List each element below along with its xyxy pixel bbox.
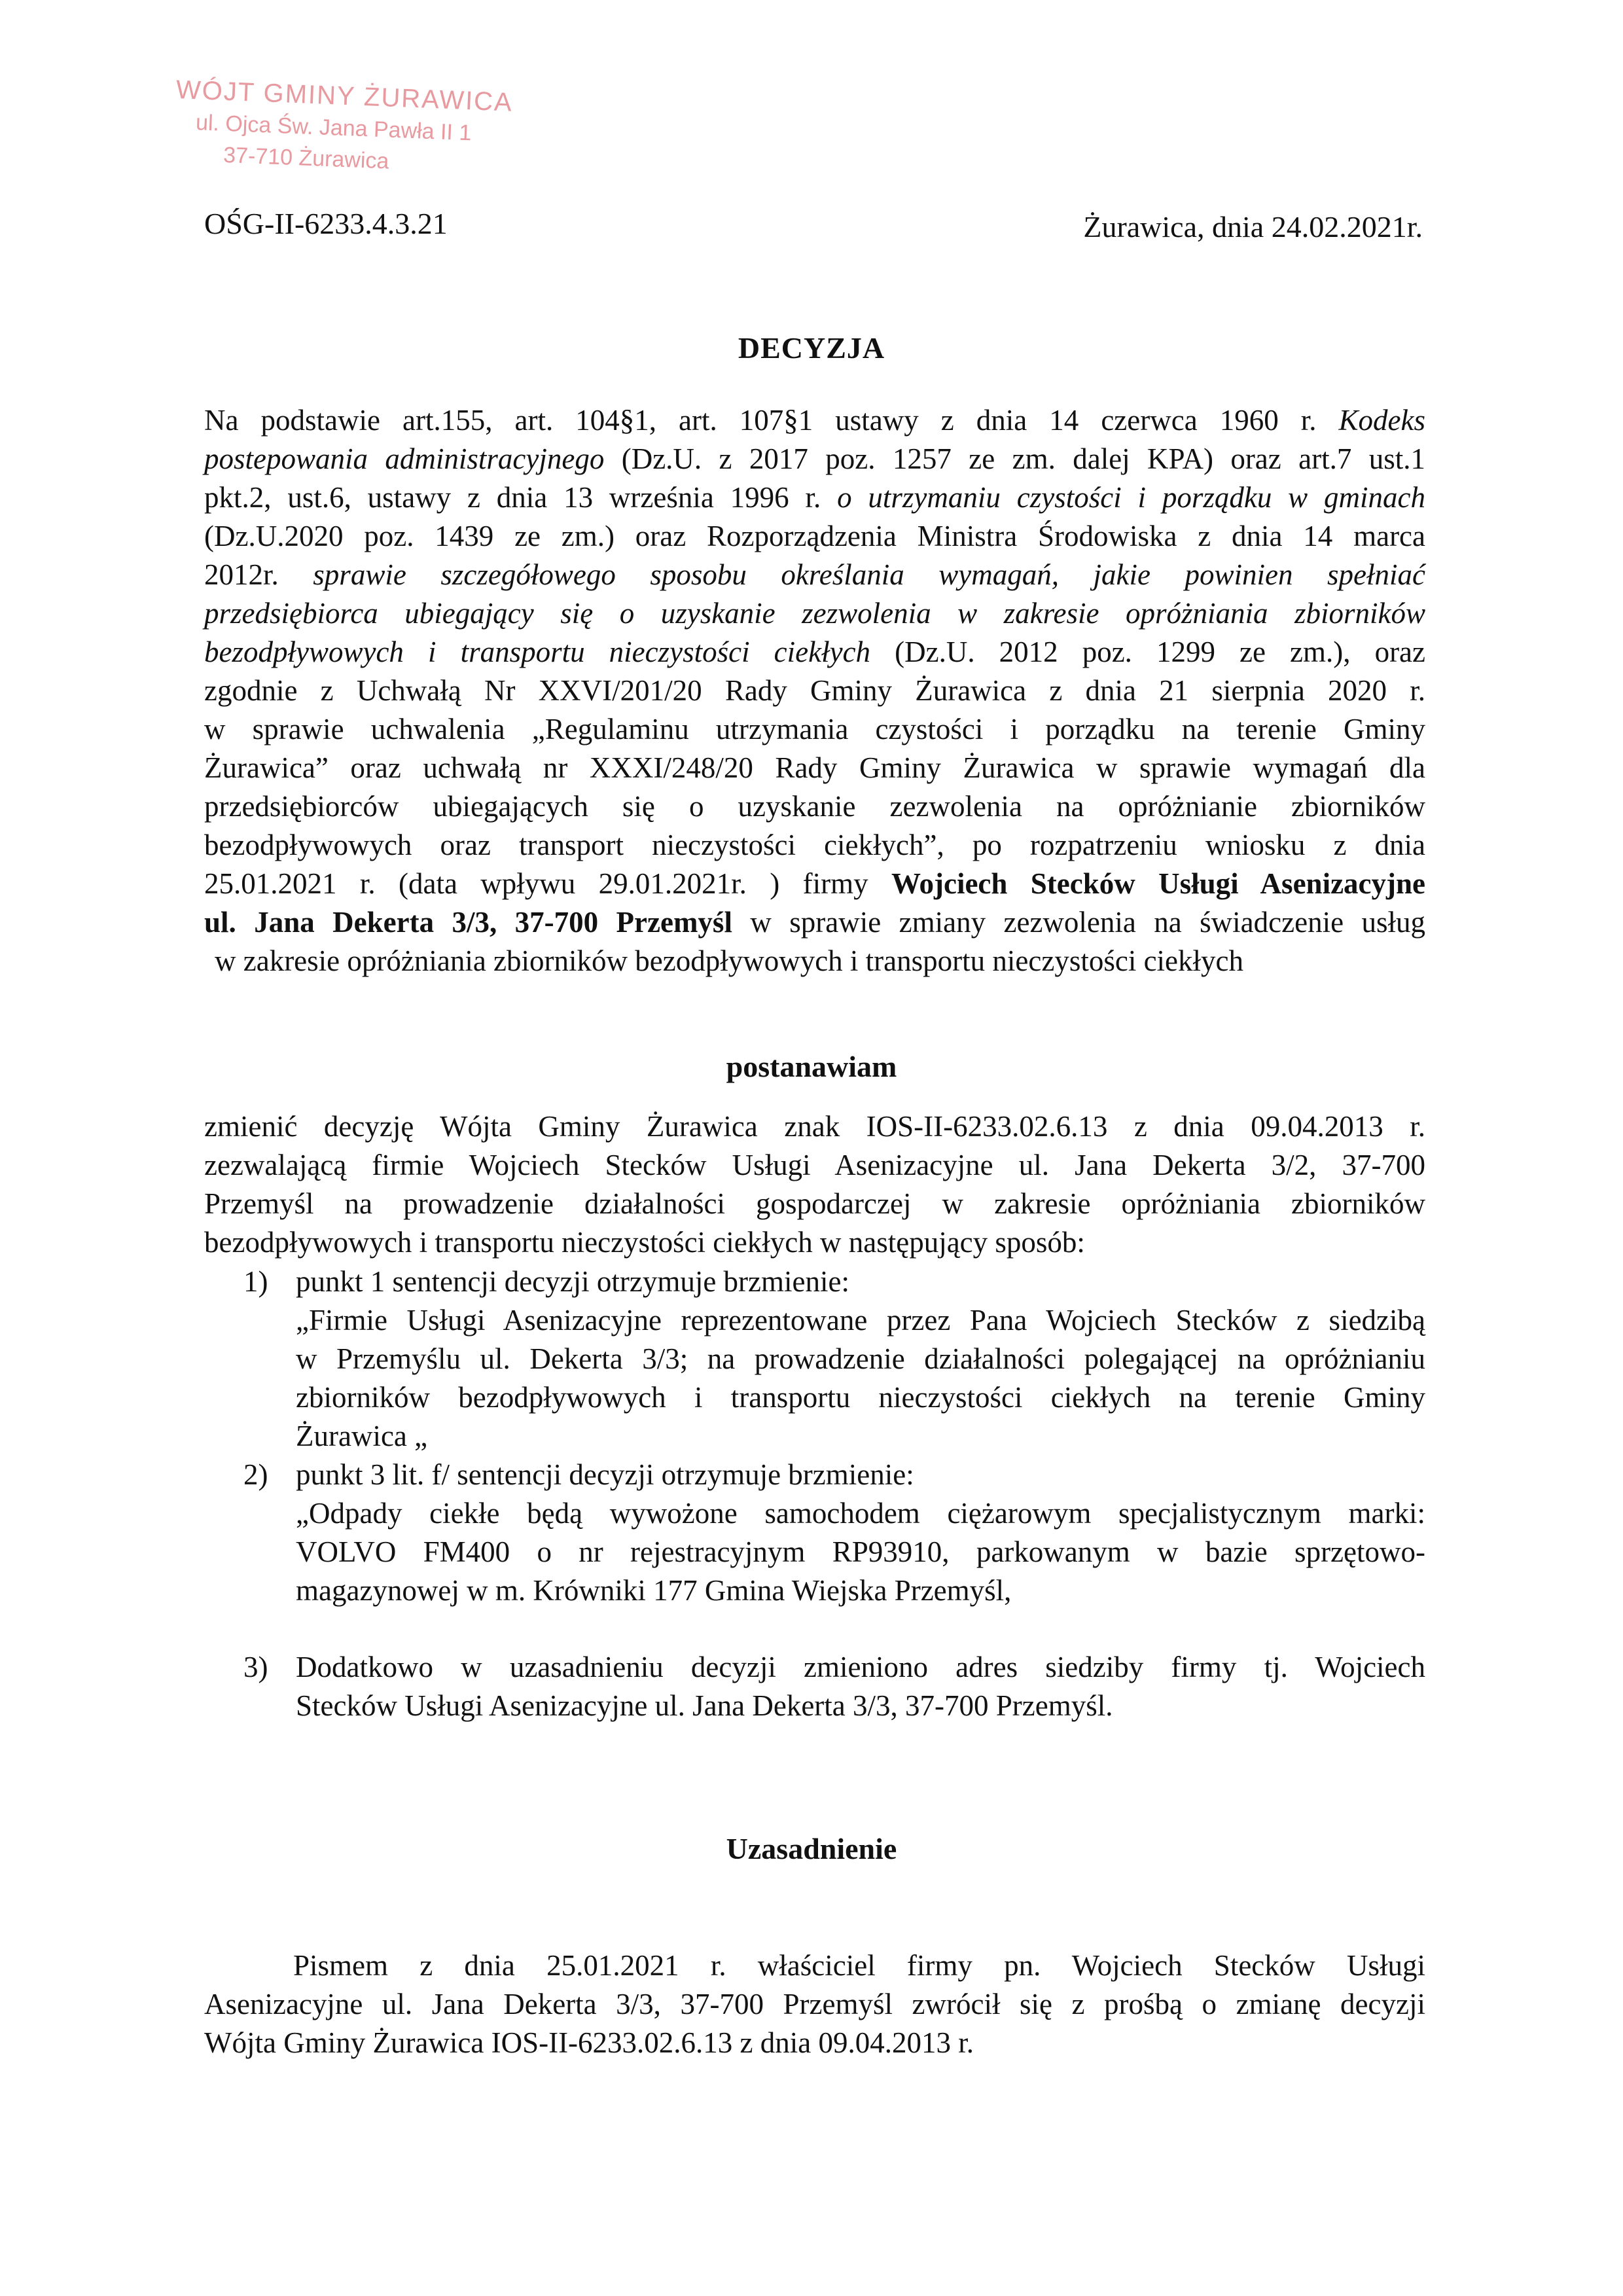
document-reference: OŚG-II-6233.4.3.21 <box>204 207 448 240</box>
justification-title: Uzasadnienie <box>726 1832 897 1865</box>
list-item-line: „Firmie Usługi Asenizacyjne reprezentowane przez Pana Wojciech Stecków z siedzibą <box>296 1304 1425 1336</box>
paragraph-line: Pismem z dnia 25.01.2021 r. właściciel firmy pn. Wojciech Stecków Usługi <box>293 1949 1425 1982</box>
paragraph-line: Wójta Gminy Żurawica IOS-II-6233.02.6.13 z dnia 09.04.2013 r. <box>204 2026 974 2059</box>
paragraph-line: w sprawie uchwalenia „Regulaminu utrzymania czystości i porządku na terenie Gminy <box>204 713 1425 745</box>
paragraph-line: zgodnie z Uchwałą Nr XXVI/201/20 Rady Gminy Żurawica z dnia 21 sierpnia 2020 r. <box>204 674 1425 707</box>
paragraph-line: przedsiębiorców ubiegających się o uzyskanie zezwolenia na opróżnianie zbiorników <box>204 790 1425 823</box>
decision-title: DECYZJA <box>738 331 885 365</box>
paragraph-line: bezodpływowych oraz transport nieczystości ciekłych”, po rozpatrzeniu wniosku z dnia <box>204 829 1425 861</box>
paragraph-line: (Dz.U.2020 poz. 1439 ze zm.) oraz Rozporządzenia Ministra Środowiska z dnia 14 marca <box>204 520 1425 552</box>
paragraph-line: 2012r. sprawie szczegółowego sposobu określania wymagań, jakie powinien spełniać <box>204 558 1425 591</box>
paragraph-line: Na podstawie art.155, art. 104§1, art. 107§1 ustawy z dnia 14 czerwca 1960 r. Kodeks <box>204 404 1425 437</box>
paragraph-line: zezwalającą firmie Wojciech Stecków Usługi Asenizacyjne ul. Jana Dekerta 3/2, 37-700 <box>204 1149 1425 1181</box>
list-item-line: VOLVO FM400 o nr rejestracyjnym RP93910, parkowanym w bazie sprzętowo- <box>296 1535 1425 1568</box>
justification-paragraph <box>204 1946 1425 2062</box>
list-item-line: magazynowej w m. Krówniki 177 Gmina Wiejska Przemyśl, <box>296 1574 1012 1607</box>
paragraph-line: postepowania administracyjnego (Dz.U. z 2017 poz. 1257 ze zm. dalej KPA) oraz art.7 ust.1 <box>204 442 1425 475</box>
office-stamp <box>173 73 516 182</box>
paragraph-line: bezodpływowych i transportu nieczystości ciekłych w następujący sposób: <box>204 1226 1085 1259</box>
paragraph-line: 25.01.2021 r. (data wpływu 29.01.2021r. ) firmy Wojciech Stecków Usługi Asenizacyjne <box>204 867 1426 900</box>
list-item-line: punkt 1 sentencji decyzji otrzymuje brzmienie: <box>296 1265 849 1298</box>
list-item-number: 2) <box>243 1458 268 1491</box>
paragraph-line: ul. Jana Dekerta 3/3, 37-700 Przemyśl w sprawie zmiany zezwolenia na świadczenie usług <box>204 906 1425 939</box>
list-item-line: „Odpady ciekłe będą wywożone samochodem ciężarowym specjalistycznym marki: <box>296 1497 1425 1530</box>
paragraph-line: zmienić decyzję Wójta Gminy Żurawica znak IOS-II-6233.02.6.13 z dnia 09.04.2013 r. <box>204 1110 1425 1143</box>
list-item-number: 3) <box>243 1651 268 1683</box>
list-item-line: punkt 3 lit. f/ sentencji decyzji otrzymuje brzmienie: <box>296 1458 914 1491</box>
list-item-line: w Przemyślu ul. Dekerta 3/3; na prowadzenie działalności polegającej na opróżnianiu <box>296 1342 1425 1375</box>
paragraph-line: Asenizacyjne ul. Jana Dekerta 3/3, 37-700 Przemyśl zwrócił się z prośbą o zmianę decyzji <box>204 1988 1425 2020</box>
list-item-line: zbiorników bezodpływowych i transportu nieczystości ciekłych na terenie Gminy <box>296 1381 1425 1414</box>
stamp-line-2: ul. Ojca Św. Jana Pawła II 1 <box>195 110 472 146</box>
list-item-number: 1) <box>243 1265 268 1298</box>
paragraph-line: w zakresie opróżniania zbiorników bezodpływowych i transportu nieczystości ciekłych <box>215 944 1243 977</box>
stamp-line-3: 37-710 Żurawica <box>223 142 390 174</box>
place-and-date: Żurawica, dnia 24.02.2021r. <box>1083 210 1423 243</box>
list-item-line: Żurawica „ <box>296 1420 428 1452</box>
paragraph-line: bezodpływowych i transportu nieczystości ciekłych (Dz.U. 2012 poz. 1299 ze zm.), oraz <box>204 636 1425 668</box>
paragraph-line: pkt.2, ust.6, ustawy z dnia 13 września 1996 r. o utrzymaniu czystości i porządku w gminach <box>204 481 1425 514</box>
resolution-title: postanawiam <box>726 1050 897 1083</box>
resolution-paragraph <box>204 1107 1425 1262</box>
list-item-line: Dodatkowo w uzasadnieniu decyzji zmieniono adres siedziby firmy tj. Wojciech <box>296 1651 1425 1683</box>
legal-basis-paragraph <box>204 401 1425 980</box>
paragraph-line: Żurawica” oraz uchwałą nr XXXI/248/20 Rady Gminy Żurawica w sprawie wymagań dla <box>204 751 1425 784</box>
paragraph-line: przedsiębiorca ubiegający się o uzyskanie zezwolenia w zakresie opróżniania zbiorników <box>204 597 1425 630</box>
list-item-line: Stecków Usługi Asenizacyjne ul. Jana Dekerta 3/3, 37-700 Przemyśl. <box>296 1689 1113 1722</box>
stamp-line-1: WÓJT GMINY ŻURAWICA <box>175 75 514 117</box>
paragraph-line: Przemyśl na prowadzenie działalności gospodarczej w zakresie opróżniania zbiorników <box>204 1187 1425 1220</box>
